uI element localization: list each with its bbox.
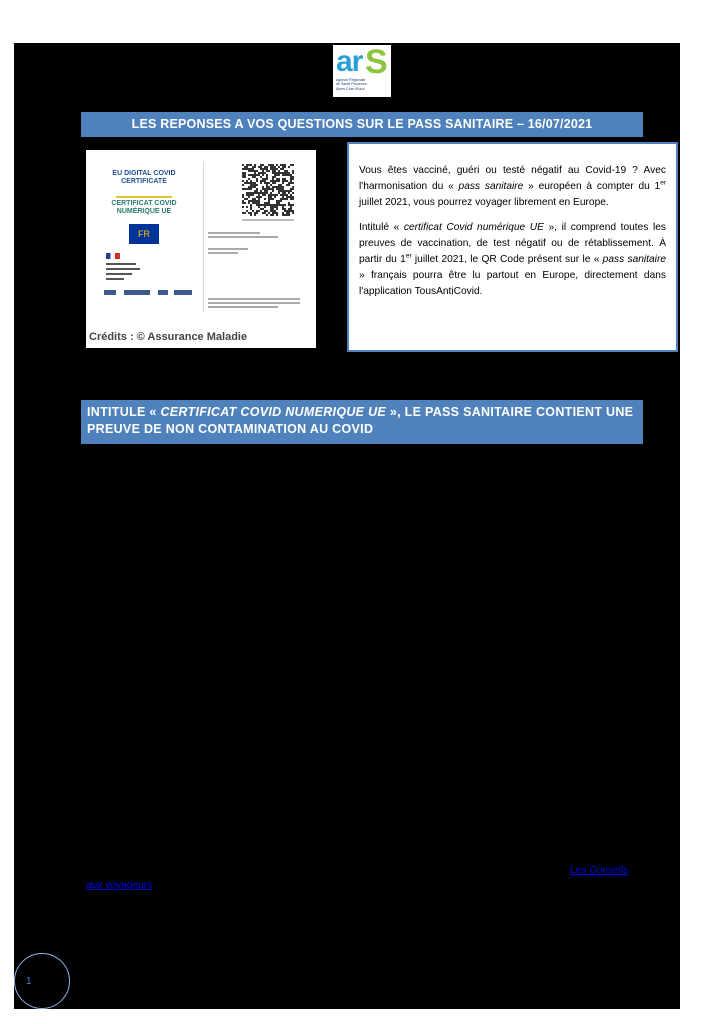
logo-wordmark-s: S (365, 43, 388, 81)
cert-field-line (208, 248, 248, 250)
cert-field-line (208, 306, 278, 308)
page-number: 1 (26, 976, 32, 987)
cert-divider (203, 162, 204, 312)
conseils-voyageurs-link-continued[interactable]: aux voyageurs (86, 880, 153, 891)
conseils-voyageurs-link[interactable]: Les Conseils (570, 865, 629, 876)
cert-eu-title: EU DIGITAL COVID CERTIFICATE (112, 170, 176, 185)
partner-logos-icon (104, 290, 194, 296)
logo-wordmark-ar: ar (336, 45, 363, 78)
cert-field-line (208, 252, 238, 254)
certificate-image (86, 150, 316, 348)
page-number-badge (14, 953, 70, 1009)
intro-text-box (347, 142, 678, 352)
intro-paragraph-2: Intitulé « certificat Covid numérique UE », il comprend toutes les preuves de vaccination, de test négatif ou de rétablissement. À partir du 1er juillet 2021, le QR Code présent sur le « pass sanitaire » français pourra être lu partout en Europe, directement dans l'application TousAntiCovid. (359, 221, 667, 298)
eu-flag-icon (129, 224, 159, 244)
cert-field-line (208, 236, 278, 238)
section-banner: INTITULE « CERTIFICAT COVID NUMERIQUE UE », LE PASS SANITAIRE CONTIENT UNE PREUVE DE NON CONTAMINATION AU COVID (81, 400, 643, 444)
logo-tagline: Agence Régionale de Santé Provence-Alpes Côte d'Azur (336, 78, 368, 91)
cert-fr-title: CERTIFICAT COVID NUMÉRIQUE UE (111, 200, 177, 215)
cert-field-line (208, 302, 300, 304)
ars-logo (333, 45, 391, 97)
header-banner: LES REPONSES A VOS QUESTIONS SUR LE PASS SANITAIRE – 16/07/2021 (81, 112, 643, 137)
republique-francaise-icon (106, 253, 146, 287)
intro-paragraph-1: Vous êtes vacciné, guéri ou testé négatif au Covid-19 ? Avec l'harmonisation du « pass sanitaire » européen à compter du 1er juillet 2021, vous pourrez voyager librement en Europe. (359, 165, 667, 209)
cert-flag-label: FR (138, 229, 150, 239)
qr-caption-line (242, 219, 294, 221)
qr-code-icon (242, 164, 294, 216)
cert-field-line (208, 298, 300, 300)
cert-field-line (208, 232, 260, 234)
cert-separator (116, 196, 172, 198)
cert-credits: Crédits : © Assurance Maladie (89, 331, 248, 343)
